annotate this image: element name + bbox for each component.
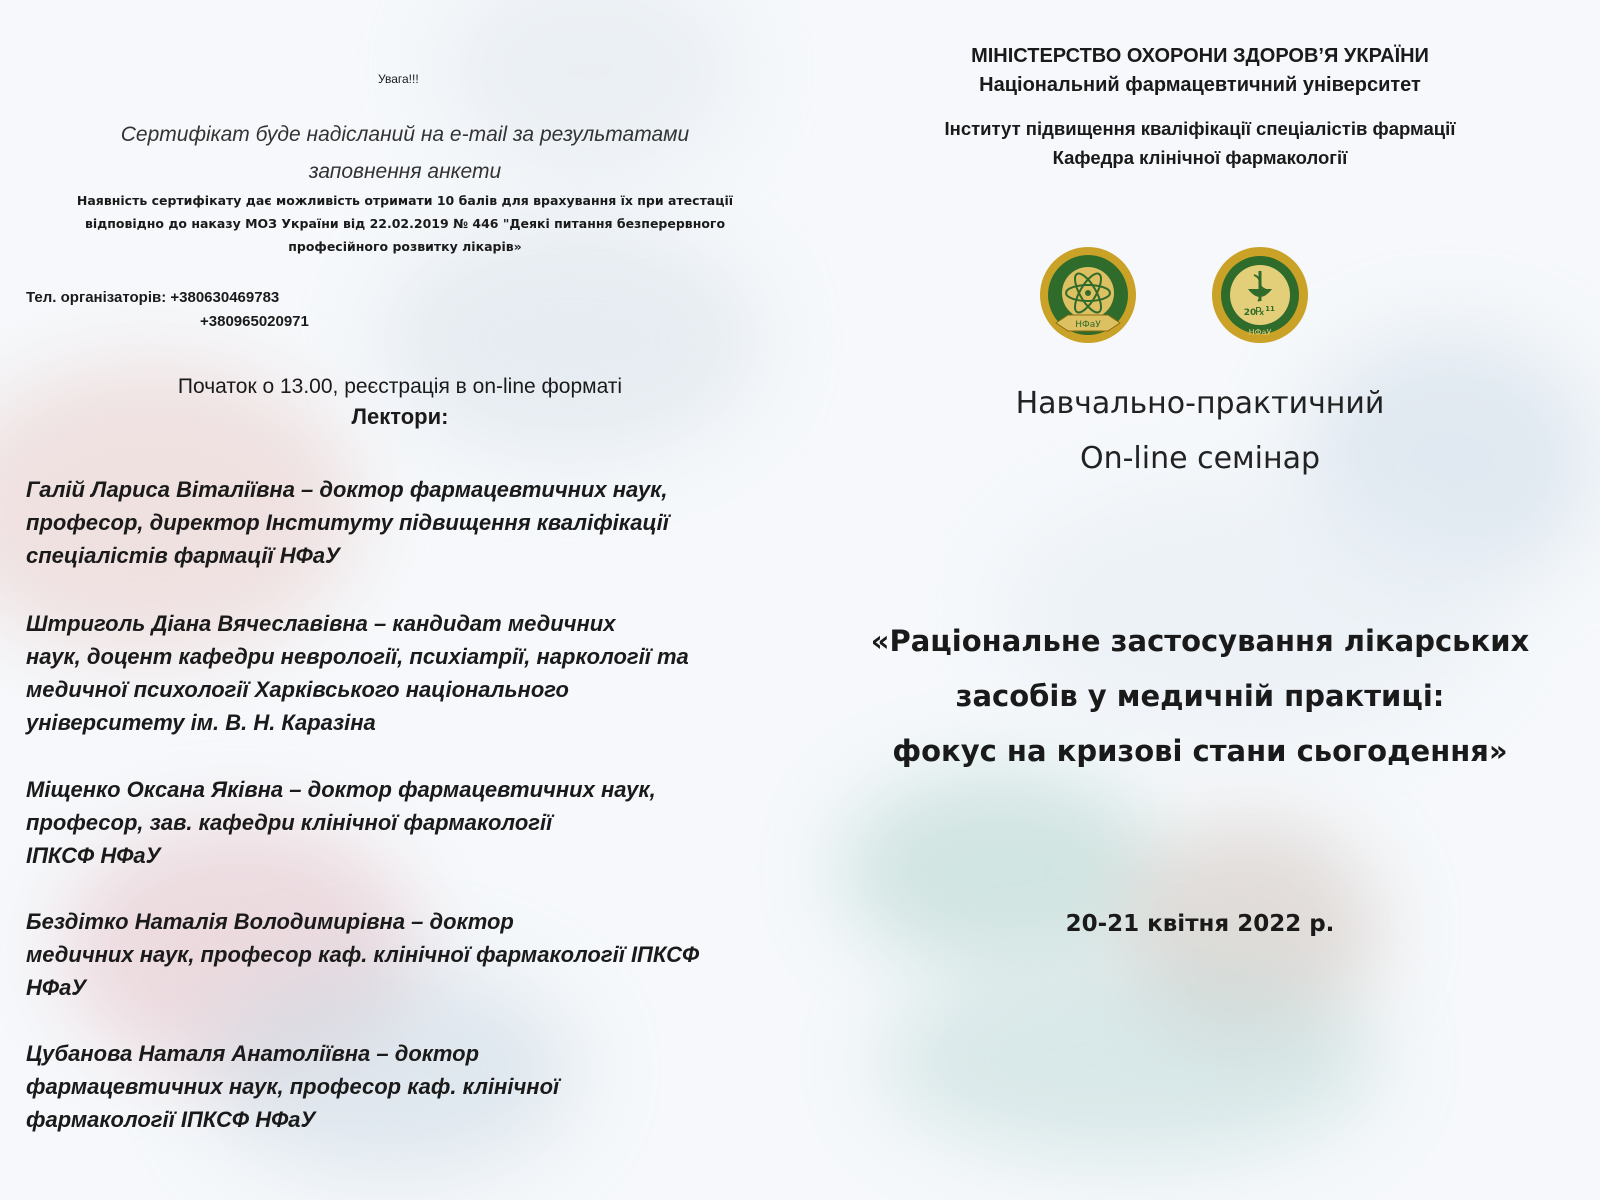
university-logo xyxy=(1038,245,1138,345)
institute-header xyxy=(800,114,1600,172)
department-name: Кафедра клінічної фармакології xyxy=(1052,147,1348,168)
organizers-phone-2: +380965020971 xyxy=(200,313,309,330)
attention-label: Увага!!! xyxy=(378,72,419,86)
lecturer-desc: спеціалістів фармації НФаУ xyxy=(26,543,340,568)
lecturer-entry xyxy=(26,607,786,739)
seminar-line-2: On-line семінар xyxy=(1079,441,1321,476)
lecturer-desc: ІПКСФ НФаУ xyxy=(26,843,161,868)
lecturer-name: Штриголь Діана Вячеславівна xyxy=(26,611,368,636)
seminar-title xyxy=(800,614,1600,779)
certificate-note-line-2: відповідно до наказу МОЗ України від 22.02.2019 № 446 "Деякі питання безперервного xyxy=(84,216,726,231)
lecturer-name: Бездітко Наталія Володимирівна xyxy=(26,909,406,934)
lecturer-desc: НФаУ xyxy=(26,975,87,1000)
lecturer-desc: – доктор xyxy=(405,909,514,934)
lecturer-desc: – доктор фармацевтичних наук, xyxy=(294,477,668,502)
svg-text:℞: ℞ xyxy=(1255,305,1265,318)
university-name: Національний фармацевтичний університет xyxy=(979,74,1421,96)
department-logo-year-b: 11 xyxy=(1265,305,1275,313)
lecturer-entry xyxy=(26,473,786,572)
lecturer-name: Галій Лариса Віталіївна xyxy=(26,477,295,502)
lecturer-desc: університету ім. В. Н. Каразіна xyxy=(26,710,376,735)
certificate-note-line-1: Наявність сертифікату дає можливість отримати 10 балів для врахування їх при атестації xyxy=(76,193,734,208)
event-date: 20-21 квітня 2022 р. xyxy=(1065,911,1335,937)
lecturers-heading: Лектори: xyxy=(351,404,449,429)
lecturer-name: Цубанова Наталя Анатоліївна xyxy=(26,1041,371,1066)
institute-name: Інститут підвищення кваліфікації спеціалістів фармації xyxy=(944,118,1456,139)
certificate-note xyxy=(40,189,770,258)
seminar-line-1: Навчально-практичний xyxy=(1015,386,1385,421)
ministry-header xyxy=(800,42,1600,100)
certificate-line-1: Сертифікат буде надісланий на e-mail за результатами xyxy=(120,123,690,146)
right-panel xyxy=(800,0,1600,1200)
lecturer-desc: професор, зав. кафедри клінічної фармакології xyxy=(26,810,553,835)
certificate-notice xyxy=(40,116,770,190)
department-logo-text: НФаУ xyxy=(1248,328,1272,337)
lecturer-desc: наук, доцент кафедри неврології, психіатрії, наркології та xyxy=(26,644,689,669)
lecturer-desc: – доктор xyxy=(370,1041,480,1066)
title-line-2: засобів у медичній практиці: xyxy=(955,679,1445,713)
certificate-note-line-3: професійного розвитку лікарів» xyxy=(288,239,522,254)
seminar-type xyxy=(800,376,1600,486)
lecturer-entry xyxy=(26,905,786,1004)
lecturer-desc: професор, директор Інституту підвищення кваліфікації xyxy=(26,510,669,535)
lecturer-desc: фармакології ІПКСФ НФаУ xyxy=(26,1107,316,1132)
organizers-phone-1: Тел. організаторів: +380630469783 xyxy=(26,289,280,306)
title-line-3: фокус на кризові стани сьогодення» xyxy=(892,734,1508,768)
title-line-1: «Раціональне застосування лікарських xyxy=(870,624,1530,658)
university-logo-text: НФаУ xyxy=(1075,320,1101,330)
lecturer-desc: медичної психології Харківського національного xyxy=(26,677,569,702)
lecturer-name: Міщенко Оксана Яківна xyxy=(26,777,284,802)
lecturer-entry xyxy=(26,773,786,872)
lecturer-desc: – кандидат медичних xyxy=(367,611,616,636)
lecturer-desc: фармацевтичних наук, професор каф. клінічної xyxy=(26,1074,560,1099)
start-info: Початок о 13.00, реєстрація в on-line форматі xyxy=(177,375,623,398)
department-logo xyxy=(1210,245,1310,345)
lecturer-desc: – доктор фармацевтичних наук, xyxy=(283,777,656,802)
certificate-line-2: заповнення анкети xyxy=(308,160,502,183)
lecturer-entry xyxy=(26,1037,786,1136)
ministry-name: МІНІСТЕРСТВО ОХОРОНИ ЗДОРОВ’Я УКРАЇНИ xyxy=(971,45,1429,67)
lecturer-desc: медичних наук, професор каф. клінічної фармакології ІПКСФ xyxy=(26,942,700,967)
department-logo-year: 20 xyxy=(1243,308,1257,318)
